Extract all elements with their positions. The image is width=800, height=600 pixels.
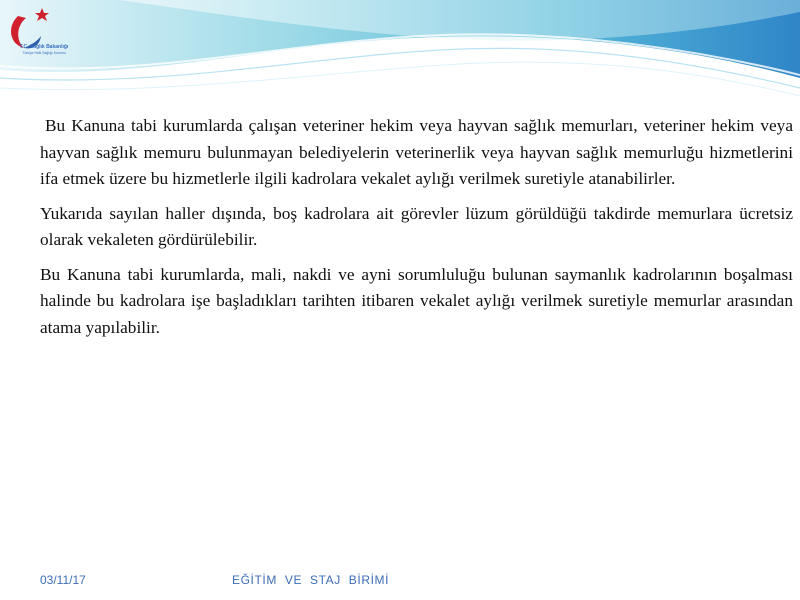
ministry-logo	[4, 4, 74, 66]
paragraph-2: Yukarıda sayılan haller dışında, boş kadrolara ait görevler lüzum görüldüğü takdirde memurlara ücretsiz olarak vekaleten gördürülebilir.	[40, 203, 793, 249]
footer-unit-name: EĞİTİM VE STAJ BİRİMİ	[232, 573, 390, 587]
logo-subtitle: Türkiye Halk Sağlığı Kurumu	[22, 51, 66, 55]
header-wave-decoration	[0, 0, 800, 110]
body-text	[40, 113, 793, 349]
logo-title: T.C. Sağlık Bakanlığı	[19, 44, 69, 50]
paragraph-3: Bu Kanuna tabi kurumlarda, mali, nakdi ve ayni sorumluluğu bulunan saymanlık kadrolarının boşalması halinde bu kadrolara işe başladıkları tarihten itibaren vekalet aylığı verilmek suretiyle memurlar arasından atama yapılabilir.	[40, 264, 793, 337]
footer-date: 03/11/17	[40, 573, 86, 587]
crescent-star-icon	[4, 4, 74, 66]
paragraph-1: Bu Kanuna tabi kurumlarda çalışan veteriner hekim veya hayvan sağlık memurları, veteriner hekim veya hayvan sağlık memuru bulunmayan belediyelerin veterinerlik veya hayvan sağlık memurluğu hizmetlerini ifa etmek üzere bu hizmetlerle ilgili kadrolara vekalet aylığı verilmek suretiyle atanabilirler.	[40, 116, 793, 188]
